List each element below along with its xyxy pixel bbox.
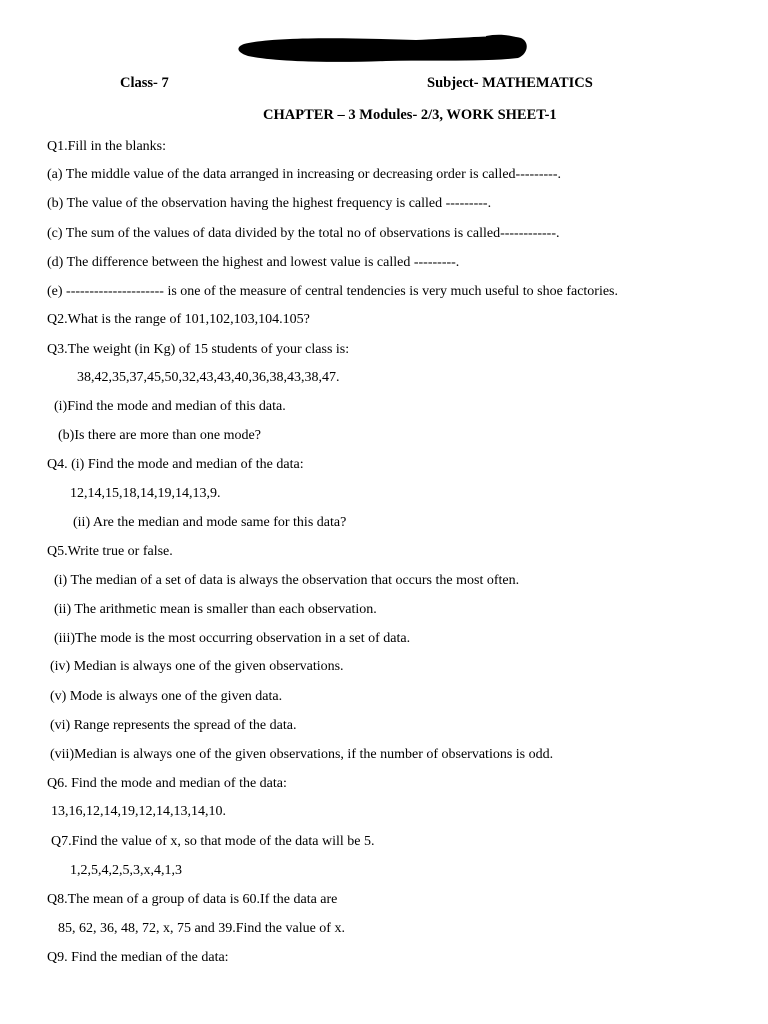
q3-data: 38,42,35,37,45,50,32,43,43,40,36,38,43,38,47. (77, 370, 340, 385)
q1-heading: Q1.Fill in the blanks: (47, 139, 166, 154)
q8-text: Q8.The mean of a group of data is 60.If the data are (47, 892, 338, 907)
q5-statement-i: (i) The median of a set of data is always the observation that occurs the most often. (54, 573, 520, 588)
q3-text: Q3.The weight (in Kg) of 15 students of your class is: (47, 342, 350, 357)
q1-blank-c: (c) The sum of the values of data divided by the total no of observations is called------------. (47, 226, 560, 241)
q5-statement-iii: (iii)The mode is the most occurring observation in a set of data. (54, 631, 411, 646)
class-label: Class- 7 (120, 75, 169, 91)
q2-text: Q2.What is the range of 101,102,103,104.105? (47, 312, 310, 327)
q1-blank-e: (e) --------------------- is one of the measure of central tendencies is very much useful to shoe factories. (47, 284, 619, 299)
q3-part-i: (i)Find the mode and median of this data. (54, 399, 286, 414)
q7-text: Q7.Find the value of x, so that mode of the data will be 5. (51, 834, 375, 849)
q1-blank-b: (b) The value of the observation having the highest frequency is called ---------. (47, 196, 492, 211)
q4-data: 12,14,15,18,14,19,14,13,9. (70, 486, 221, 501)
redacted-school-name-mark (236, 34, 530, 64)
q5-statement-vi: (vi) Range represents the spread of the data. (50, 718, 297, 733)
q1-blank-a: (a) The middle value of the data arranged in increasing or decreasing order is called---------. (47, 167, 561, 182)
q8-data: 85, 62, 36, 48, 72, x, 75 and 39.Find the value of x. (58, 921, 345, 936)
q5-statement-vii: (vii)Median is always one of the given observations, if the number of observations is odd. (50, 747, 554, 762)
q5-heading: Q5.Write true or false. (47, 544, 173, 559)
q4-part-i: Q4. (i) Find the mode and median of the data: (47, 457, 304, 472)
subject-label: Subject- MATHEMATICS (427, 75, 593, 91)
q7-data: 1,2,5,4,2,5,3,x,4,1,3 (70, 863, 182, 878)
q5-statement-v: (v) Mode is always one of the given data. (50, 689, 283, 704)
q6-data: 13,16,12,14,19,12,14,13,14,10. (51, 804, 226, 819)
q1-blank-d: (d) The difference between the highest and lowest value is called ---------. (47, 255, 460, 270)
q9-text: Q9. Find the median of the data: (47, 950, 229, 965)
q5-statement-iv: (iv) Median is always one of the given observations. (50, 659, 344, 674)
q6-text: Q6. Find the mode and median of the data: (47, 776, 287, 791)
q5-statement-ii: (ii) The arithmetic mean is smaller than each observation. (54, 602, 377, 617)
q3-part-b: (b)Is there are more than one mode? (58, 428, 261, 443)
q4-part-ii: (ii) Are the median and mode same for this data? (73, 515, 347, 530)
chapter-title: CHAPTER – 3 Modules- 2/3, WORK SHEET-1 (263, 107, 557, 123)
